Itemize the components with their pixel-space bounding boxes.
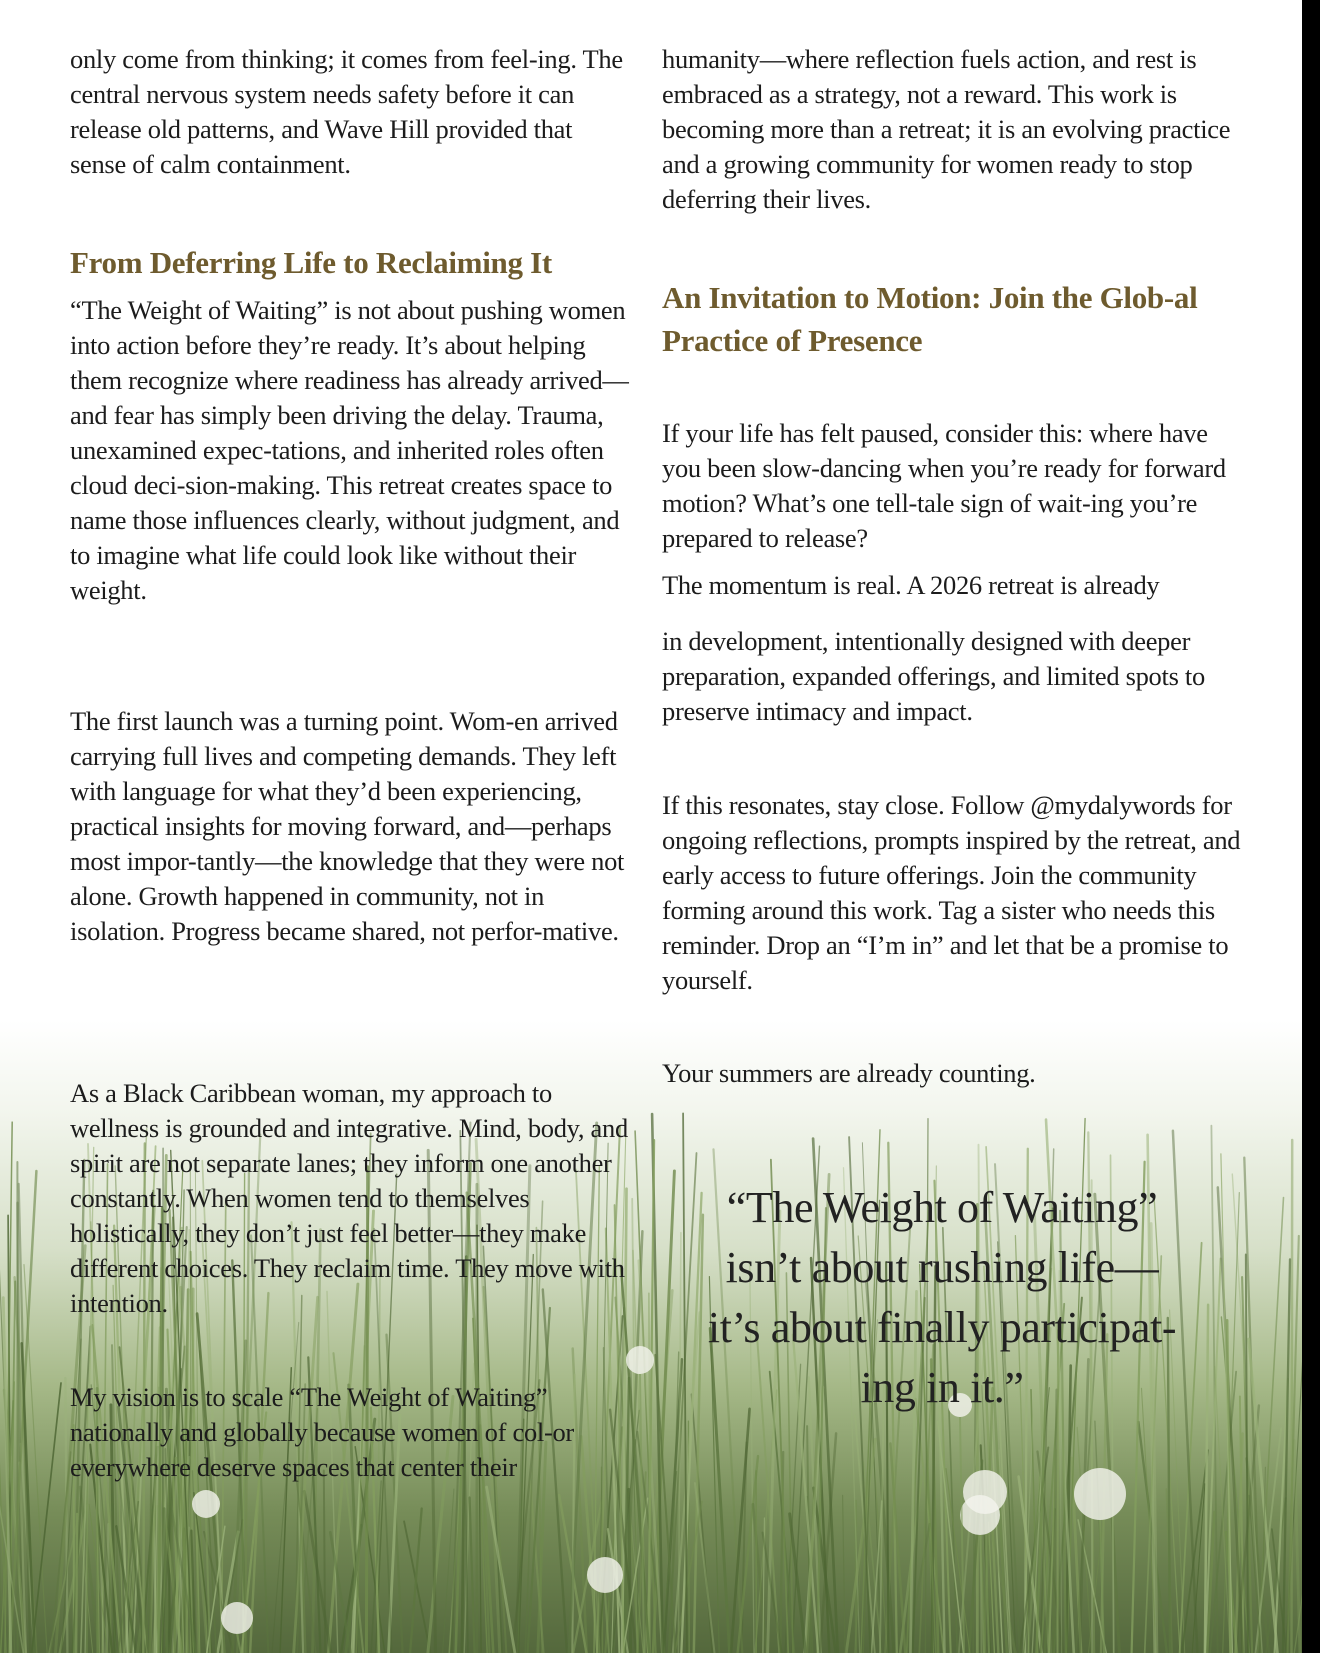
- pull-quote-line-4: ing in it.”: [860, 1363, 1024, 1412]
- grass-blade: [410, 1509, 422, 1653]
- vision-paragraph: My vision is to scale “The Weight of Waiting” nationally and globally because women of col-or everywhere deserve spaces that center their: [70, 1382, 574, 1482]
- grass-blade: [470, 1498, 475, 1653]
- grass-blade: [76, 1514, 77, 1653]
- grass-blade: [1246, 1255, 1248, 1653]
- dandelion-seed-head: [626, 1346, 654, 1374]
- humanity-paragraph: humanity—where reflection fuels action, and rest is embraced as a strategy, not a reward. This work is becoming more than a retreat; it is an evolving practice and a growing community for women ready to stop deferring their lives.: [662, 44, 1231, 214]
- grass-blade: [1294, 1441, 1300, 1653]
- black-caribbean-paragraph: As a Black Caribbean woman, my approach to wellness is grounded and integrative. Mind, body, and spirit are not separate lanes; they inform one another constantly. When women tend to themselves holistically, they don’t just feel better—they make different choices. They reclaim time. They move with intention.: [70, 1078, 628, 1318]
- grass-blade: [695, 1483, 715, 1653]
- grass-blade: [32, 1383, 61, 1653]
- first-launch-paragraph: The first launch was a turning point. Wom-en arrived carrying full lives and competing demands. They left with language for what they’d been experiencing, practical insights for moving forward, and—perhaps most impor-tantly—the knowledge that they were not alone. Growth happened in community, not in isolation. Progress became shared, not perfor-mative.: [70, 706, 625, 946]
- weight-of-waiting-paragraph: “The Weight of Waiting” is not about pushing women into action before they’re ready. It’s about helping them recognize where readiness has already arrived—and fear has simply been driving the delay. Trauma, unexamined expec-tations, and inherited roles often cloud deci-sion-making. This retreat creates space to name those influences clearly, without judgment, and to imagine what life could look like without their weight.: [70, 295, 629, 605]
- grass-blade: [107, 1524, 109, 1653]
- grass-blade: [1292, 1140, 1293, 1653]
- intro-paragraph: only come from thinking; it comes from feel-ing. The central nervous system needs safety before it can release old patterns, and Wave Hill provided that sense of calm containment.: [70, 44, 623, 179]
- section-heading-reclaiming: From Deferring Life to Reclaiming It: [70, 245, 552, 280]
- pull-quote-line-2: isn’t about rushing life—: [725, 1243, 1159, 1292]
- pull-quote-line-1: “The Weight of Waiting”: [726, 1183, 1158, 1232]
- grass-blade: [404, 1521, 430, 1653]
- momentum-paragraph-start: The momentum is real. A 2026 retreat is already: [662, 570, 1160, 600]
- grass-blade: [843, 1495, 846, 1653]
- dandelion-seed-head: [192, 1490, 220, 1518]
- summers-counting-line: Your summers are already counting.: [662, 1058, 1036, 1088]
- dandelion-seed-head: [221, 1602, 253, 1634]
- section-heading-invitation: An Invitation to Motion: Join the Glob-al Practice of Presence: [662, 280, 1198, 358]
- grass-blade: [738, 1456, 758, 1653]
- paused-life-paragraph: If your life has felt paused, consider this: where have you been slow-dancing when you’re ready for forward motion? What’s one tell-tale sign of wait-ing you’re prepared to release?: [662, 418, 1226, 553]
- pull-quote-line-3: it’s about finally participat-: [707, 1303, 1177, 1352]
- momentum-paragraph-continued: in development, intentionally designed with deeper preparation, expanded offerings, and limited spots to preserve intimacy and impact.: [662, 626, 1205, 726]
- grass-blade: [272, 1322, 299, 1653]
- dandelion-seed-head: [960, 1495, 1000, 1535]
- dandelion-seed-head: [1074, 1468, 1126, 1520]
- dandelion-seed-head: [587, 1557, 623, 1593]
- follow-invitation-paragraph: If this resonates, stay close. Follow @mydalywords for ongoing reflections, prompts inspired by the retreat, and early access to future offerings. Join the community forming around this work. Tag a sister who needs this reminder. Drop an “I’m in” and let that be a promise to yourself.: [662, 790, 1241, 995]
- pull-quote: [662, 1178, 1222, 1418]
- grass-blade: [304, 1491, 331, 1653]
